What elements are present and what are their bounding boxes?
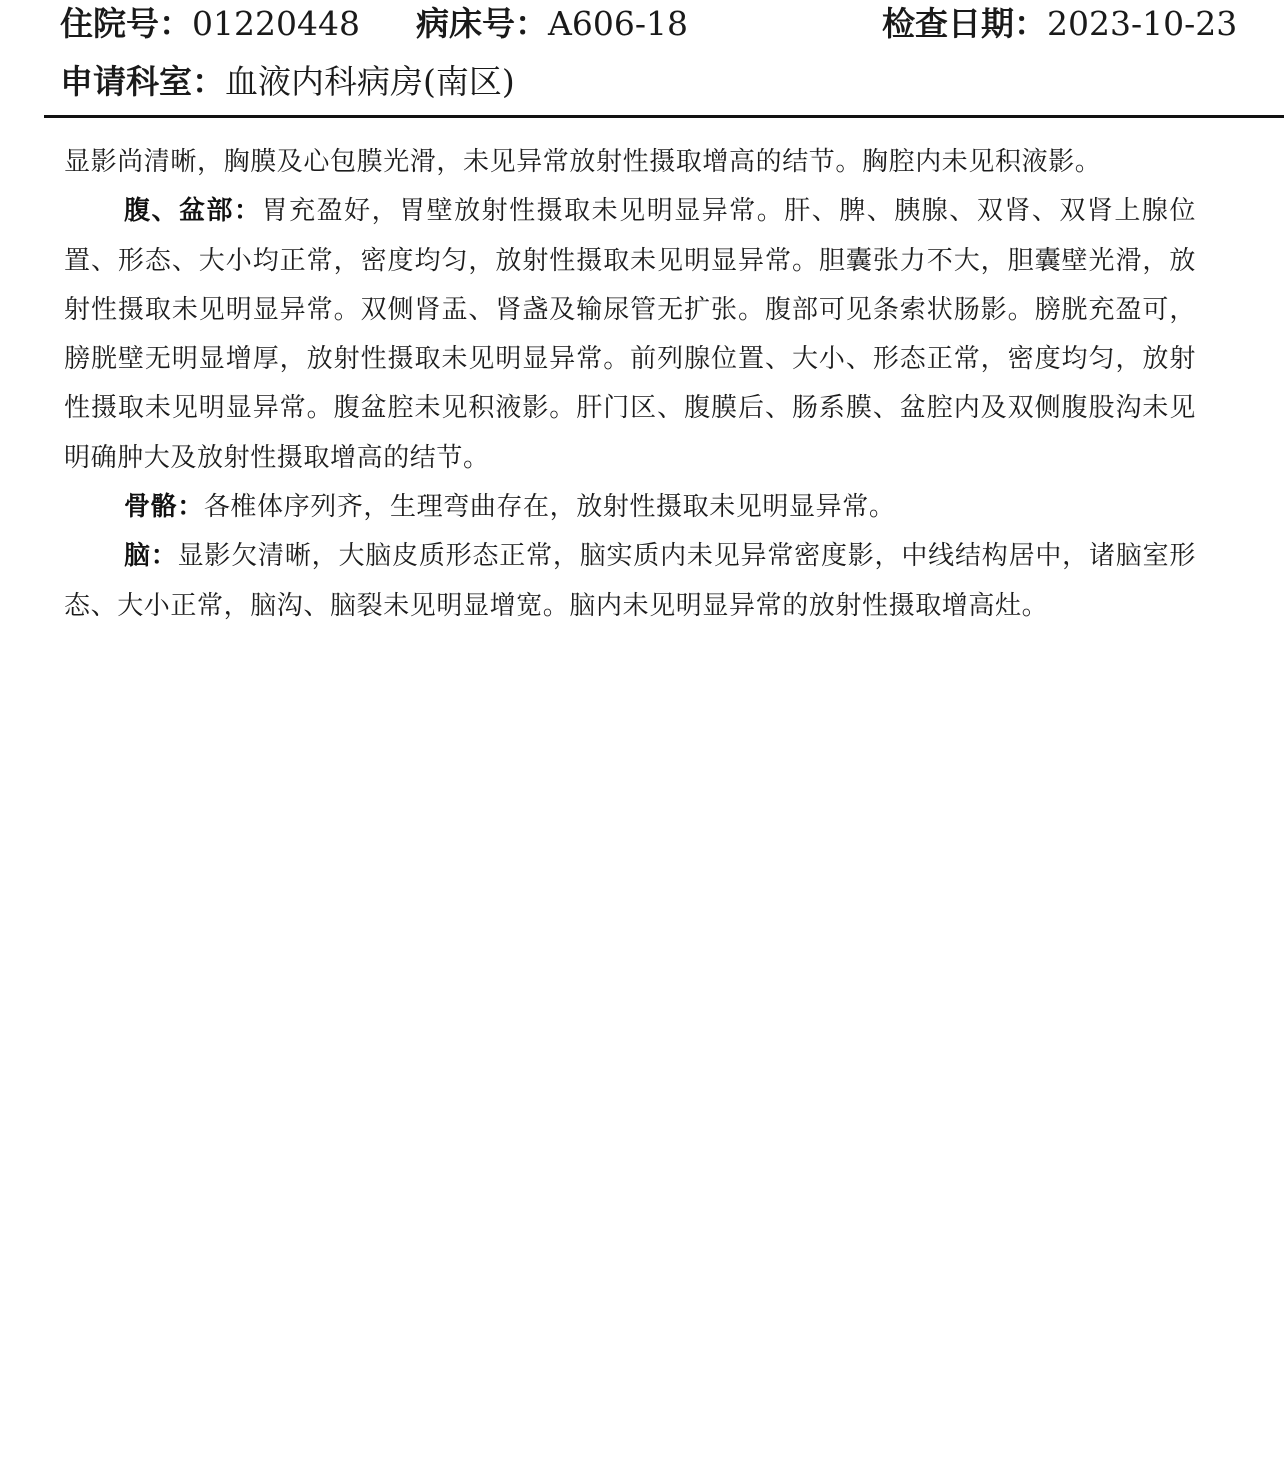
- department-label: 申请科室：: [60, 62, 225, 101]
- bed-number-label: 病床号：: [416, 4, 548, 43]
- bed-number-value: A606-18: [548, 4, 688, 43]
- bone-paragraph: [64, 483, 1196, 532]
- exam-date-value: 2023-10-23: [1047, 4, 1238, 43]
- chest-continuation-paragraph: [64, 138, 1196, 187]
- department-field: [60, 60, 515, 104]
- admission-number-field: [60, 2, 360, 46]
- department-value: 血液内科病房(南区): [225, 62, 515, 101]
- exam-date-label: 检查日期：: [882, 4, 1047, 43]
- admission-number-value: 01220448: [192, 4, 360, 43]
- brain-paragraph: [64, 532, 1196, 631]
- header-divider: [44, 115, 1284, 118]
- brain-text: 显影欠清晰，大脑皮质形态正常，脑实质内未见异常密度影，中线结构居中，诸脑室形态、大小正常，脑沟、脑裂未见明显增宽。脑内未见明显异常的放射性摄取增高灶。: [64, 541, 1197, 621]
- abdomen-pelvis-label: 腹、盆部：: [124, 196, 262, 227]
- brain-label: 脑：: [124, 541, 178, 572]
- abdomen-pelvis-paragraph: [64, 187, 1196, 483]
- bone-text: 各椎体序列齐，生理弯曲存在，放射性摄取未见明显异常。: [203, 492, 896, 523]
- chest-continuation-text: 显影尚清晰，胸膜及心包膜光滑，未见异常放射性摄取增高的结节。胸腔内未见积液影。: [64, 147, 1102, 177]
- report-body: [64, 138, 1196, 631]
- bone-label: 骨骼：: [124, 492, 204, 523]
- exam-date-field: [882, 2, 1237, 46]
- bed-number-field: [416, 2, 688, 46]
- admission-number-label: 住院号：: [60, 4, 192, 43]
- abdomen-pelvis-text: 胃充盈好，胃壁放射性摄取未见明显异常。肝、脾、胰腺、双肾、双肾上腺位置、形态、大小均正常，密度均匀，放射性摄取未见明显异常。胆囊张力不大，胆囊壁光滑，放射性摄取未见明显异常。双侧肾盂、肾盏及输尿管无扩张。腹部可见条索状肠影。膀胱充盈可，膀胱壁无明显增厚，放射性摄取未见明显异常。前列腺位置、大小、形态正常，密度均匀，放射性摄取未见明显异常。腹盆腔未见积液影。肝门区、腹膜后、肠系膜、盆腔内及双侧腹股沟未见明确肿大及放射性摄取增高的结节。: [64, 196, 1196, 473]
- report-header: [0, 0, 1284, 120]
